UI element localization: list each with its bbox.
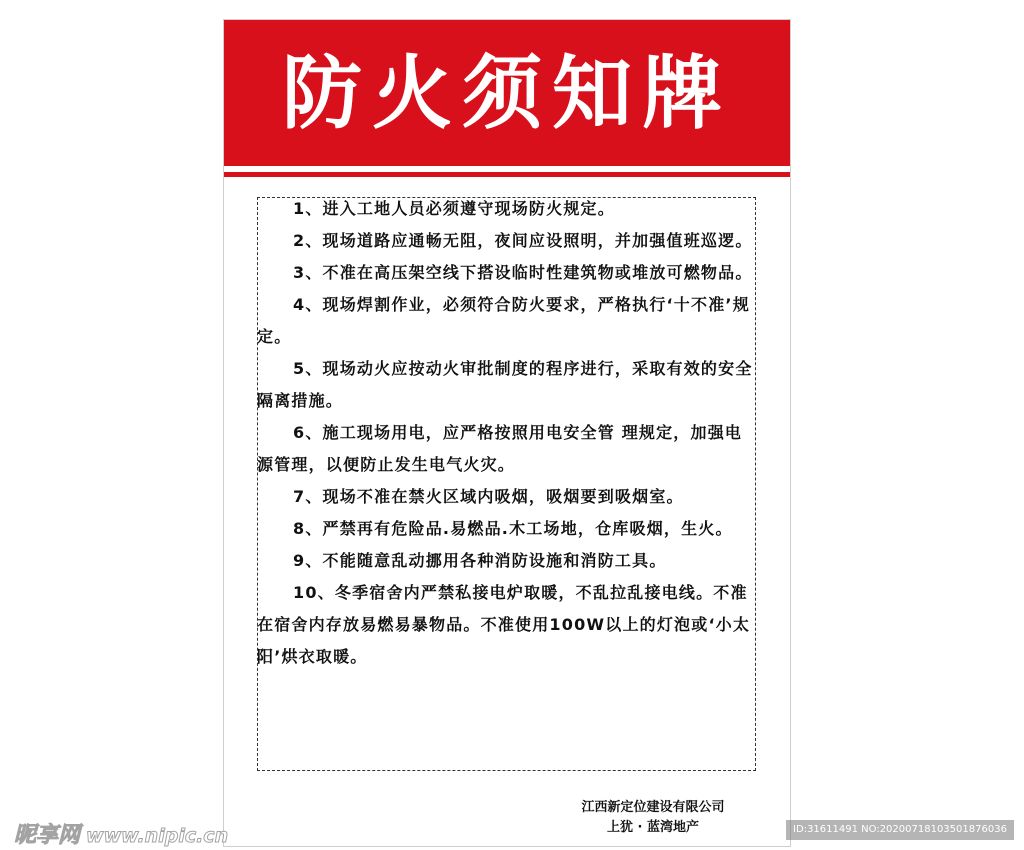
rule-item: 1、进入工地人员必须遵守现场防火规定。 — [293, 199, 615, 218]
watermark-id: ID:31611491 NO:20200718103501876036 — [786, 820, 1014, 840]
rule-item: 8、严禁再有危险品.易燃品.木工场地，仓库吸烟，生火。 — [293, 519, 733, 538]
header-divider — [224, 172, 790, 177]
rule-item: 4、现场焊割作业，必须符合防火要求，严格执行‘十不准’规定。 — [257, 295, 750, 346]
rule-item: 2、现场道路应通畅无阻，夜间应设照明，并加强值班巡逻。 — [293, 231, 753, 250]
rule-item: 6、施工现场用电，应严格按照用电安全管 理规定，加强电源管理，以便防止发生电气火灾。 — [257, 423, 743, 474]
sign-footer — [553, 798, 753, 838]
watermark-site-url: www.nipic.cn — [86, 825, 229, 847]
sign-title: 防火须知牌 — [282, 46, 732, 140]
watermark-site — [14, 818, 228, 849]
rule-item: 5、现场动火应按动火审批制度的程序进行，采取有效的安全隔离措施。 — [257, 359, 753, 410]
company-name: 江西新定位建设有限公司 — [581, 800, 725, 815]
rule-item: 7、现场不准在禁火区域内吸烟，吸烟要到吸烟室。 — [293, 487, 684, 506]
rules-list — [257, 193, 755, 673]
rule-item: 3、不准在高压架空线下搭设临时性建筑物或堆放可燃物品。 — [293, 263, 753, 282]
brand-name: 上犹 · 蓝湾地产 — [607, 820, 699, 835]
watermark-site-name: 昵享网 — [14, 823, 81, 848]
rule-item: 10、冬季宿舍内严禁私接电炉取暖，不乱拉乱接电线。不准在宿舍内存放易燃易暴物品。不准使用100W以上的灯泡或‘小太阳’烘衣取暖。 — [257, 583, 751, 666]
rule-item: 9、不能随意乱动挪用各种消防设施和消防工具。 — [293, 551, 667, 570]
